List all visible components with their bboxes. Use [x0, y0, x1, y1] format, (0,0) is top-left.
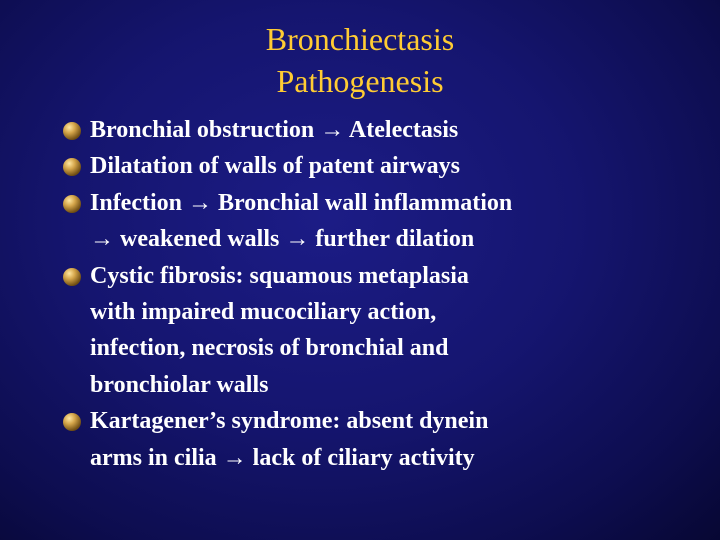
bullet-line: arms in cilia → lack of ciliary activity	[90, 444, 475, 471]
title-line-2: Pathogenesis	[276, 63, 444, 99]
gold-sphere-icon	[62, 157, 82, 177]
bullet-item	[62, 403, 702, 476]
gold-sphere-icon	[62, 412, 82, 432]
gold-sphere-icon	[62, 267, 82, 287]
gold-sphere-icon	[62, 121, 82, 141]
bullet-item	[62, 148, 702, 184]
bullet-line: → weakened walls → further dilation	[90, 226, 475, 253]
bullet-line: with impaired mucociliary action,	[90, 299, 437, 326]
bullet-item	[62, 185, 702, 258]
gold-sphere-icon	[62, 194, 82, 214]
bullet-item	[62, 112, 702, 148]
title-line-1: Bronchiectasis	[265, 21, 455, 57]
bullet-item	[62, 258, 702, 404]
bullet-line: Infection → Bronchial wall inflammation	[90, 189, 513, 216]
bullet-line: infection, necrosis of bronchial and	[90, 335, 449, 362]
bullet-line: bronchiolar walls	[90, 371, 269, 398]
bullet-line: Kartagener’s syndrome: absent dynein	[90, 408, 489, 435]
bullet-line: Dilatation of walls of patent airways	[90, 153, 460, 180]
slide-title	[0, 18, 720, 102]
bullet-line: Cystic fibrosis: squamous metaplasia	[90, 262, 469, 289]
bullet-line: Bronchial obstruction → Atelectasis	[90, 117, 459, 143]
bullet-list	[62, 112, 702, 476]
